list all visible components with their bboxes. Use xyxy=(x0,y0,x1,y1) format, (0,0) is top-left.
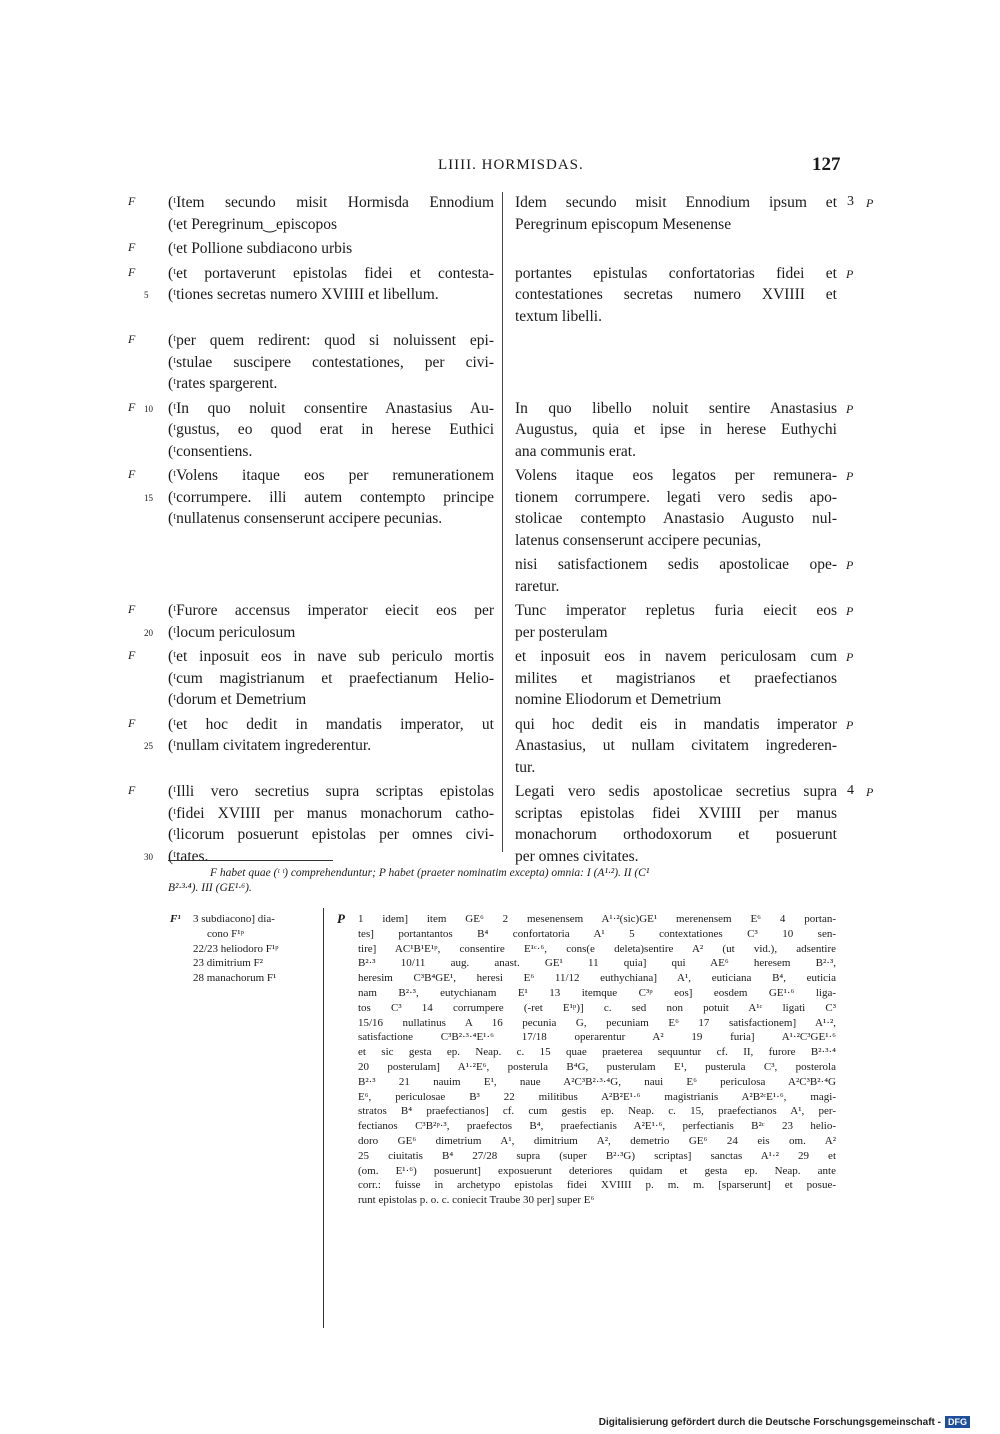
apparatus-line: doro GE⁶ dimetrium A¹, dimitrium A², demetrio GE⁶ 24 eis om. A² xyxy=(358,1134,836,1147)
apparatus-line: heresim C³B⁴GE¹, heresi E⁶ 11/12 euthychiana] A¹, euticiana B⁴, euticia xyxy=(358,972,836,985)
apparatus-line: tire] AC¹B¹E¹ᵖ, consentire E¹ᶜ·⁶, cons(e deleta)sentire A² (ut vid.), adsentire xyxy=(358,942,836,955)
text-line: (ᵗet hoc dedit in mandatis imperator, ut xyxy=(168,715,494,733)
text-line: (ᵗper quem redirent: quod si noluissent epi- xyxy=(168,332,494,349)
apparatus-line: 28 manachorum F¹ xyxy=(193,972,277,985)
margin-siglum-left: F xyxy=(128,648,136,662)
text-row xyxy=(0,554,1000,597)
margin-siglum-right: P xyxy=(846,604,854,618)
text-line: per omnes civitates. xyxy=(515,847,639,865)
apparatus-line: 20 posterulam] A¹·²E⁶, posterula B⁴G, pusterulam E¹, pusterula C³, posterola xyxy=(358,1060,836,1073)
apparatus-p-siglum: P xyxy=(337,911,345,926)
left-column-text xyxy=(168,330,494,395)
margin-siglum-right: P xyxy=(846,266,854,281)
text-line: Volens itaque eos legatos per remunera- xyxy=(515,467,837,484)
apparatus-line: fectianos C³B²ᵖ·³, praefectos B⁴, praefectianis A²E¹·⁶, perfectianis B²ᶜ 23 helio- xyxy=(358,1120,836,1133)
text-line: milites et magistrianos et praefectianos xyxy=(515,669,837,687)
text-line: (ᵗconsentiens. xyxy=(168,442,253,460)
text-row xyxy=(0,781,1000,867)
apparatus-line: (om. E¹·⁶) posuerunt] exposuerunt deteriores quidam et gesta ep. Neap. ante xyxy=(358,1164,836,1177)
text-line: (ᵗfidei XVIIII per manus monachorum catho- xyxy=(168,804,494,822)
apparatus-line: 22/23 heliodoro F¹ᵖ xyxy=(193,942,279,955)
text-line: Peregrinum episcopum Mesenense xyxy=(515,215,732,233)
right-column-text xyxy=(515,714,837,779)
text-line: (ᵗlicorum posuerunt epistolas per omnes civi- xyxy=(168,826,494,843)
text-line: (ᵗdorum et Demetrium xyxy=(168,691,307,708)
text-line: Tunc imperator repletus furia eiecit eos xyxy=(515,602,837,619)
apparatus-line: et sic gesta ep. Neap. c. 15 quae praeterea sequuntur cf. II, furore B²·³·⁴ xyxy=(358,1046,836,1059)
text-line: (ᵗcum magistrianum et praefectianum Helio- xyxy=(168,669,494,687)
apparatus-f-siglum: F¹ xyxy=(170,913,181,925)
text-line: (ᵗVolens itaque eos per remunerationem xyxy=(168,467,494,484)
text-line: (ᵗgustus, eo quod erat in herese Euthici xyxy=(168,421,494,438)
sources-note-line1: F habet quae (ᵗ ᵗ) comprehenduntur; P habet (praeter nominatim excepta) omnia: I (A¹·²). II (C¹ xyxy=(210,867,650,879)
text-line: (ᵗnullatenus consenserunt accipere pecunias. xyxy=(168,510,443,527)
text-line: monachorum orthodoxorum et posuerunt xyxy=(515,826,837,843)
apparatus-line: nam B²·³, eutychianam E¹ 13 itemque C³ᵖ eos] eosdem GE¹·⁶ liga- xyxy=(358,986,836,999)
left-column-text xyxy=(168,714,494,757)
text-line: (ᵗet inposuit eos in nave sub periculo mortis xyxy=(168,648,494,665)
text-row xyxy=(0,238,1000,260)
apparatus-line: E⁶, periculosae B³ 22 militibus A²B²E¹·⁶ magistrianis A²B²ᶜE¹·⁶, magi- xyxy=(358,1090,836,1103)
apparatus-line: corr.: fuisse in archetypo epistolas fidei XVIIII p. m. m. [sparserunt] et posue- xyxy=(358,1179,836,1192)
text-line: (ᵗet portaverunt epistolas fidei et contesta- xyxy=(168,264,494,282)
text-line: nomine Eliodorum et Demetrium xyxy=(515,691,722,708)
note-separator xyxy=(168,860,333,861)
margin-siglum-right: P xyxy=(846,469,854,483)
text-row xyxy=(0,714,1000,779)
text-row xyxy=(0,465,1000,551)
section-number: 3 xyxy=(847,194,854,209)
left-column-text xyxy=(168,238,494,260)
text-line: et inposuit eos in navem periculosam cum xyxy=(515,648,837,665)
left-column-text xyxy=(168,465,494,530)
left-column-text xyxy=(168,781,494,867)
margin-siglum-right: P xyxy=(866,785,874,799)
text-line: tur. xyxy=(515,758,536,776)
text-line: (ᵗstulae suscipere contestationes, per civi- xyxy=(168,353,494,371)
left-column-text xyxy=(168,646,494,711)
margin-siglum-left: F xyxy=(128,715,136,730)
text-line: contestationes secretas numero XVIIII et xyxy=(515,286,837,303)
margin-siglum-right: P xyxy=(846,558,854,572)
right-column-text xyxy=(515,465,837,551)
text-row xyxy=(0,263,1000,328)
text-line: (ᵗtiones secretas numero XVIIII et libellum. xyxy=(168,286,439,303)
apparatus-p xyxy=(358,912,836,1208)
footer-text: Digitalisierung gefördert durch die Deutsche Forschungsgemeinschaft - xyxy=(598,1417,941,1428)
apparatus-line: tes] portantantos B⁴ confortatoria A¹ 5 contextationes C³ 10 sen- xyxy=(358,927,836,940)
margin-siglum-right: P xyxy=(846,401,854,416)
text-line: (ᵗnullam civitatem ingrederentur. xyxy=(168,737,372,754)
text-line: portantes epistulas confortatorias fidei et xyxy=(515,264,837,282)
right-column-text xyxy=(515,646,837,711)
text-line: textum libelli. xyxy=(515,307,602,325)
text-line: (ᵗcorrumpere. illi autem contempto principe xyxy=(168,488,494,506)
text-line: In quo libello noluit sentire Anastasius xyxy=(515,399,837,417)
right-column-text xyxy=(515,600,837,643)
text-line: (ᵗet Peregrinum‿episcopos xyxy=(168,215,338,233)
text-line: (ᵗItem secundo misit Hormisda Ennodium xyxy=(168,194,494,211)
apparatus-divider xyxy=(323,908,324,1328)
margin-siglum-right: P xyxy=(846,717,854,732)
left-column-text xyxy=(168,600,494,643)
apparatus-line: satisfactione C³B²·³·⁴E¹·⁶ 17/18 operarentur A² 19 furia] A¹·²C³GE¹·⁶ xyxy=(358,1031,836,1044)
margin-siglum-left: F xyxy=(128,194,136,208)
footer xyxy=(599,1416,970,1428)
right-column-text xyxy=(515,192,837,235)
apparatus-line: 23 dimitrium F² xyxy=(193,957,263,970)
text-row xyxy=(0,398,1000,463)
right-column-text xyxy=(515,263,837,328)
text-line: qui hoc dedit eis in mandatis imperator xyxy=(515,715,837,733)
text-line: (ᵗlocum periculosum xyxy=(168,623,296,641)
column-divider xyxy=(502,192,503,852)
apparatus-line: tos C³ 14 corrumpere (-ret E¹ᵖ)] c. sed non potuit A¹ᶜ ligati C³ xyxy=(358,1001,836,1014)
text-line: (ᵗIn quo noluit consentire Anastasius Au- xyxy=(168,399,494,417)
right-column-text xyxy=(515,398,837,463)
text-line: ana communis erat. xyxy=(515,442,636,460)
apparatus-line: cono F¹ᵖ xyxy=(207,927,244,940)
text-row xyxy=(0,646,1000,711)
line-number: 15 xyxy=(144,492,153,503)
text-row xyxy=(0,330,1000,395)
margin-siglum-left: F xyxy=(128,240,136,254)
margin-siglum-right: P xyxy=(846,650,854,664)
apparatus-line: B²·³ 10/11 aug. anast. GE¹ 11 quia] qui AE⁶ heresem B²·³, xyxy=(358,957,836,970)
margin-siglum-left: F xyxy=(128,467,136,481)
text-line: scriptas epistolas fidei XVIIII per manus xyxy=(515,804,837,822)
right-column-text xyxy=(515,781,837,867)
dfg-logo: DFG xyxy=(945,1416,970,1428)
margin-siglum-left: F xyxy=(128,783,136,797)
apparatus-line: 1 idem] item GE⁶ 2 mesenensem A¹·²(sic)GE¹ merenensem E⁶ 4 portan- xyxy=(358,913,836,925)
text-line: raretur. xyxy=(515,577,560,595)
line-number: 30 xyxy=(144,851,153,862)
left-column-text xyxy=(168,263,494,306)
text-row xyxy=(0,192,1000,235)
apparatus-line: stratos B⁴ praefectianos] cf. cum gestis ep. Neap. c. 15, praefectianos A¹, per- xyxy=(358,1105,836,1118)
text-line: (ᵗet Pollione subdiacono urbis xyxy=(168,240,353,257)
right-column-text xyxy=(515,554,837,597)
text-line: tionem corrumpere. legati vero sedis apo- xyxy=(515,488,837,506)
margin-siglum-left: F xyxy=(128,264,136,279)
line-number: 25 xyxy=(144,741,153,751)
text-line: Augustus, quia et ipse in herese Euthychi xyxy=(515,421,837,438)
text-line: Idem secundo misit Ennodium ipsum et xyxy=(515,194,837,211)
text-line: per posterulam xyxy=(515,623,608,641)
text-line: Legati vero sedis apostolicae secretius supra xyxy=(515,783,837,800)
page-number: 127 xyxy=(812,154,841,175)
line-number: 5 xyxy=(144,290,149,300)
apparatus-line: 3 subdiacono] dia- xyxy=(193,913,275,925)
line-number: 20 xyxy=(144,627,153,638)
sources-note-line2: B²·³·⁴). III (GE¹·⁶). xyxy=(168,882,252,894)
running-head: LIIII. HORMISDAS. xyxy=(438,157,584,173)
text-line: latenus consenserunt accipere pecunias, xyxy=(515,531,762,549)
apparatus-f xyxy=(193,912,318,986)
text-line: Anastasius, ut nullam civitatem ingrederen- xyxy=(515,737,837,754)
text-line: (ᵗrates spargerent. xyxy=(168,375,278,392)
text-line: stolicae contempto Anastasio Augusto nul- xyxy=(515,510,837,527)
margin-siglum-left: F xyxy=(128,602,136,616)
apparatus-line: 15/16 nullatinus A 16 pecunia G, pecuniam E⁶ 17 satisfactionem] A¹·², xyxy=(358,1016,836,1029)
apparatus-line: B²·³ 21 nauim E¹, naue A²C³B²·³·⁴G, naui E⁶ periculosa A²C³B²·⁴G xyxy=(358,1075,836,1088)
text-line: (ᵗIlli vero secretius supra scriptas epistolas xyxy=(168,783,494,800)
line-number: 10 xyxy=(144,403,153,414)
margin-siglum-right: P xyxy=(866,196,874,210)
margin-siglum-left: F xyxy=(128,399,136,414)
section-number: 4 xyxy=(847,783,854,798)
apparatus-line: runt epistolas p. o. c. coniecit Traube 30 per] super E⁶ xyxy=(358,1194,595,1207)
text-row xyxy=(0,600,1000,643)
text-line: (ᵗFurore accensus imperator eiecit eos per xyxy=(168,602,494,619)
margin-siglum-left: F xyxy=(128,332,136,346)
text-line: nisi satisfactionem sedis apostolicae ope- xyxy=(515,556,837,573)
left-column-text xyxy=(168,398,494,463)
apparatus-line: 25 ciuitatis B⁴ 27/28 supra (super B²·³G) scriptas] sanctas A¹·² 29 et xyxy=(358,1149,836,1162)
left-column-text xyxy=(168,192,494,235)
text-line: (ᵗtates. xyxy=(168,847,209,865)
